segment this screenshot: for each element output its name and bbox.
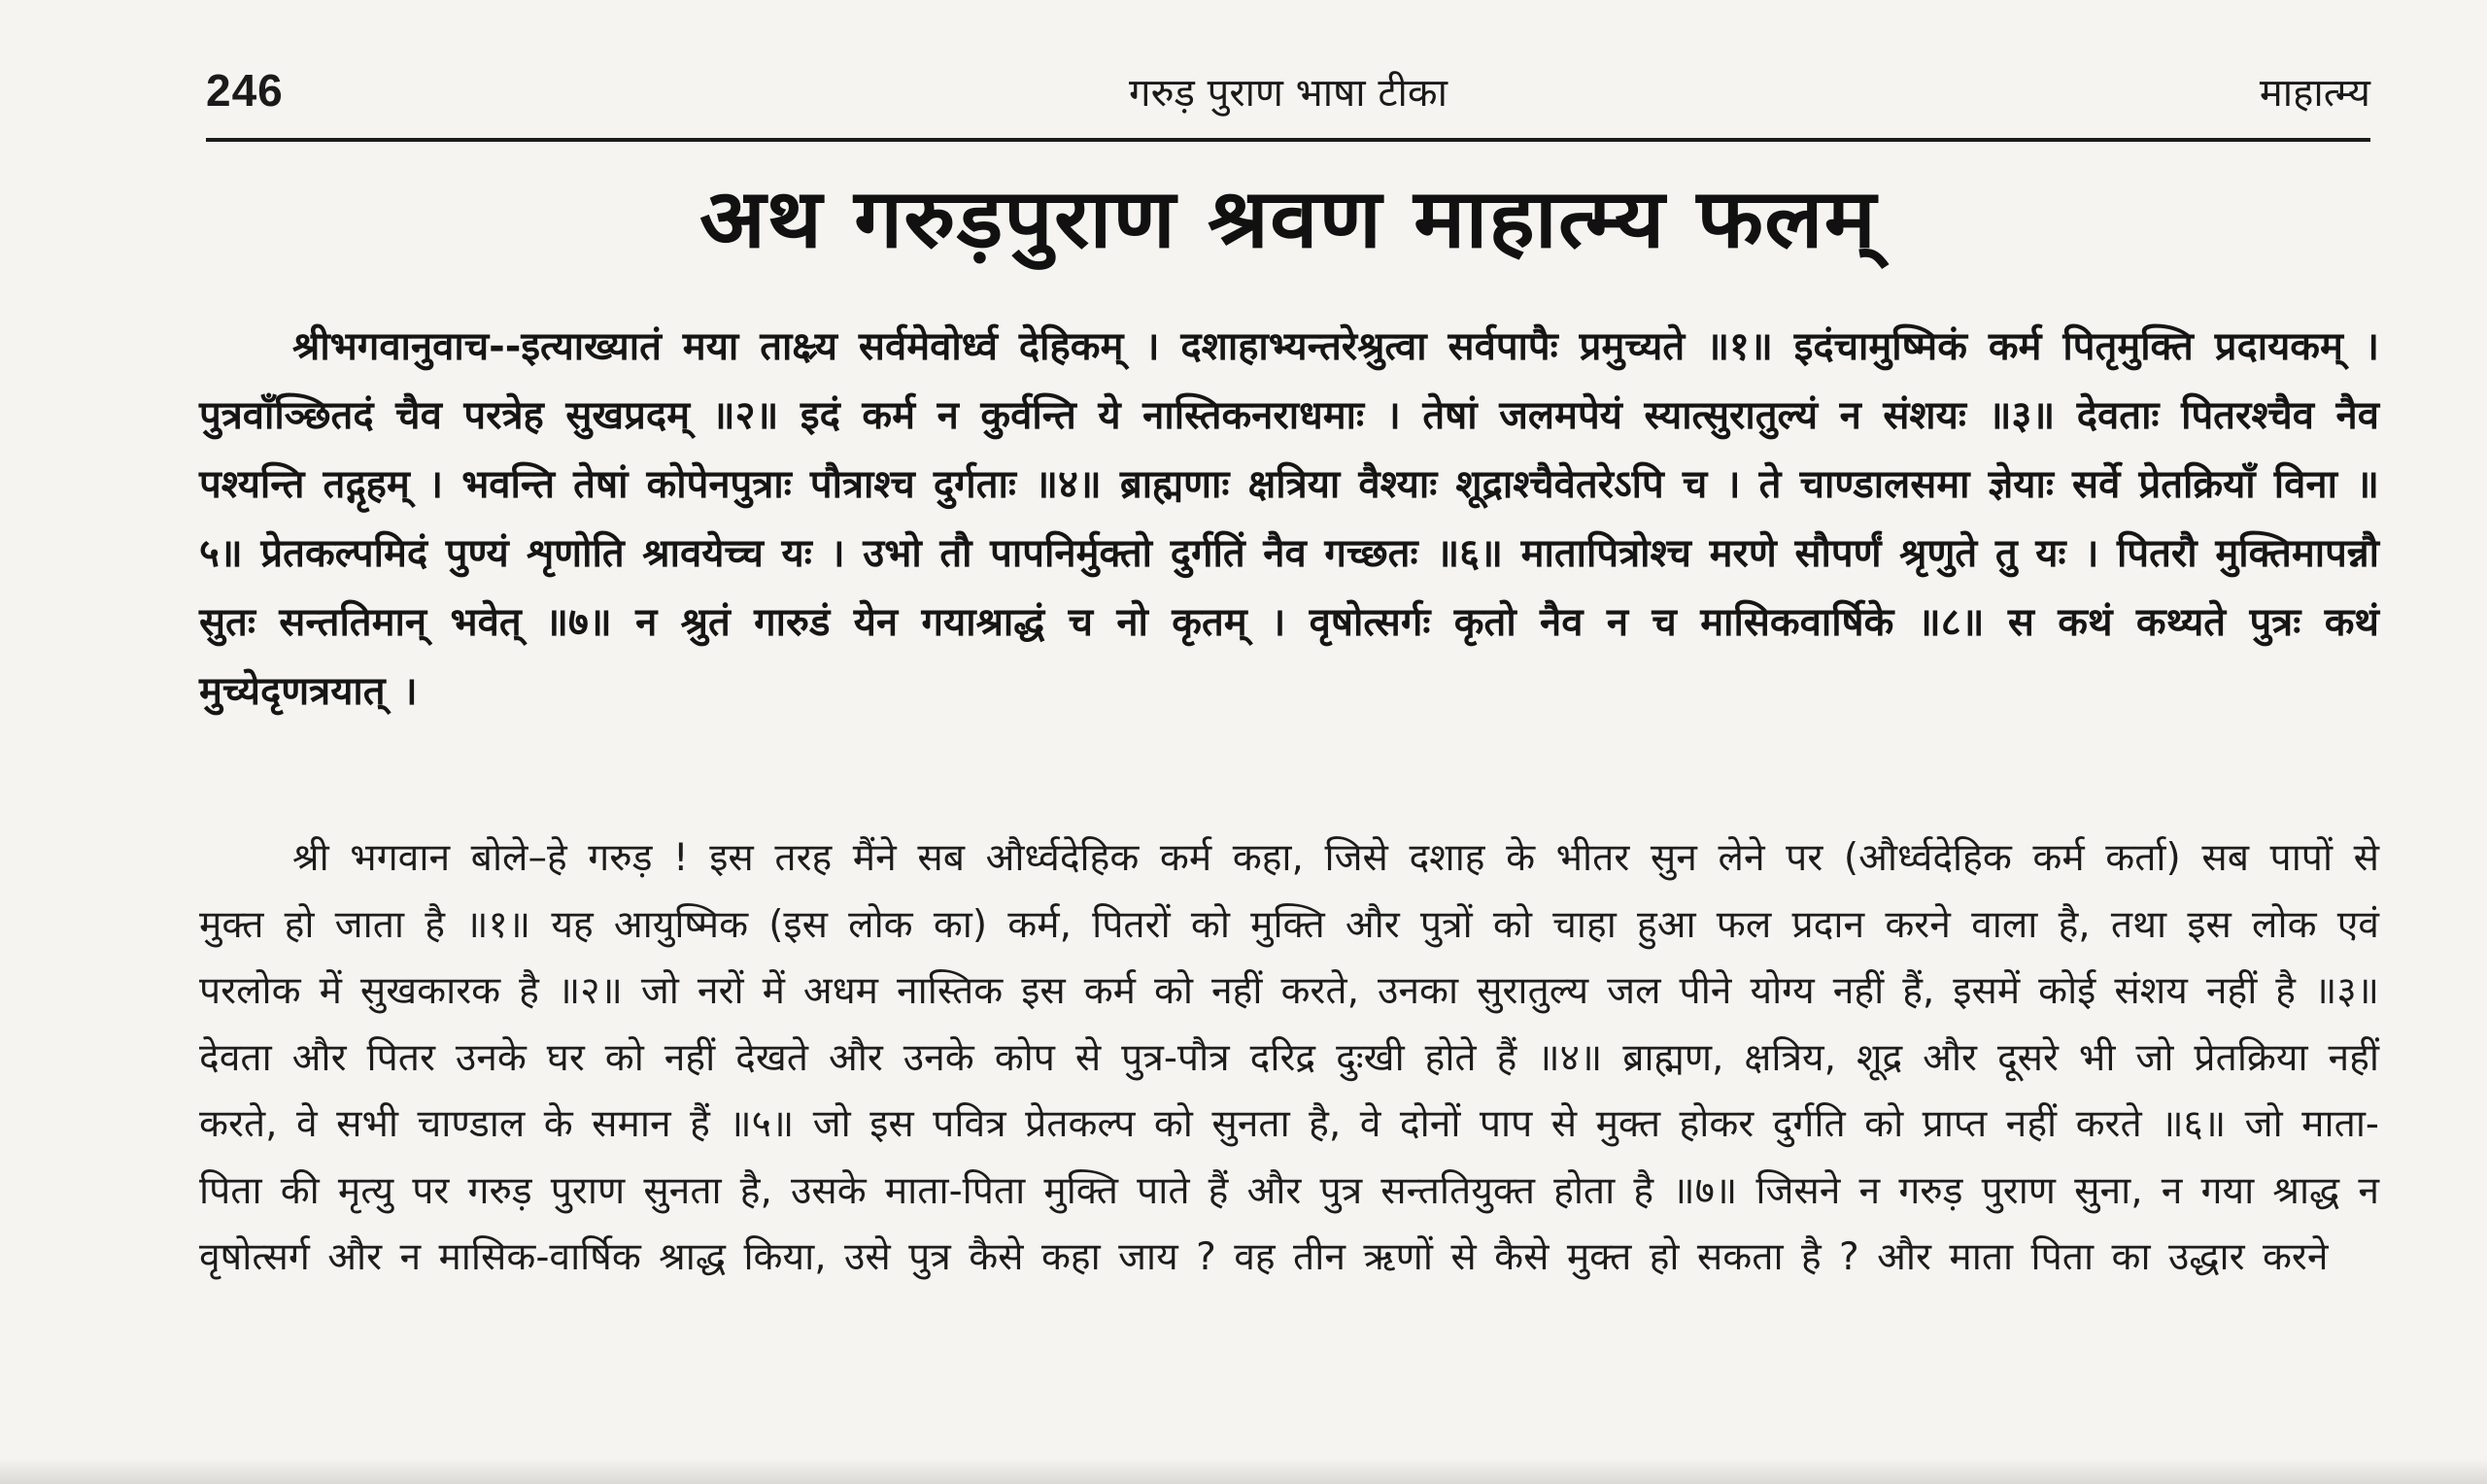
page-bottom-edge	[0, 1459, 2487, 1484]
hindi-translation: श्री भगवान बोले–हे गरुड़ ! इस तरह मैंने सब और्ध्वदेहिक कर्म कहा, जिसे दशाह के भीतर सुन लेने पर (और्ध्वदेहिक कर्म कर्ता) सब पापों से मुक्त हो जाता है ॥१॥ यह आयुष्मिक (इस लोक का) कर्म, पितरों को मुक्ति और पुत्रों को चाहा हुआ फल प्रदान करने वाला है, तथा इस लोक एवं परलोक में सुखकारक है ॥२॥ जो नरों में अधम नास्तिक इस कर्म को नहीं करते, उनका सुरातुल्य जल पीने योग्य नहीं हैं, इसमें कोई संशय नहीं है ॥३॥ देवता और पितर उनके घर को नहीं देखते और उनके कोप से पुत्र-पौत्र दरिद्र दुःखी होते हैं ॥४॥ ब्राह्मण, क्षत्रिय, शूद्र और दूसरे भी जो प्रेतक्रिया नहीं करते, वे सभी चाण्डाल के समान हैं ॥५॥ जो इस पवित्र प्रेतकल्प को सुनता है, वे दोनों पाप से मुक्त होकर दुर्गति को प्राप्त नहीं करते ॥६॥ जो माता-पिता की मृत्यु पर गरुड़ पुराण सुनता है, उसके माता-पिता मुक्ति पाते हैं और पुत्र सन्ततियुक्त होता है ॥७॥ जिसने न गरुड़ पुराण सुना, न गया श्राद्ध न वृषोत्सर्ग और न मासिक-वार्षिक श्राद्ध किया, उसे पुत्र कैसे कहा जाय ? वह तीन ऋणों से कैसे मुक्त हो सकता है ? और माता पिता का उद्धार करने	[199, 836, 2379, 1279]
page-header	[206, 60, 2370, 128]
page-number: 246	[206, 65, 284, 116]
header-rule	[206, 138, 2370, 142]
running-title: गरुड़ पुराण भाषा टीका	[1129, 71, 1448, 116]
sanskrit-verses: श्रीभगवानुवाच--इत्याख्यातं मया ताक्ष्र्य सर्वमेवोर्ध्व देहिकम् । दशाहाभ्यन्तरेश्रुत्वा सर्वपापैः प्रमुच्यते ॥१॥ इदंचामुष्मिकं कर्म पितृमुक्ति प्रदायकम् । पुत्रवाँञ्छितदं चैव परत्रेह सुखप्रदम् ॥२॥ इदं कर्म न कुर्वन्ति ये नास्तिकनराधमाः । तेषां जलमपेयं स्यात्सुरातुल्यं न संशयः ॥३॥ देवताः पितरश्चैव नैव पश्यन्ति तद्गृहम् । भवन्ति तेषां कोपेनपुत्राः पौत्राश्च दुर्गताः ॥४॥ ब्राह्मणाः क्षत्रिया वैश्याः शूद्राश्चैवेतरेऽपि च । ते चाण्डालसमा ज्ञेयाः सर्वे प्रेतक्रियाँ विना ॥५॥ प्रेतकल्पमिदं पुण्यं शृणोति श्रावयेच्च यः । उभो तौ पापनिर्मुक्तो दुर्गतिं नैव गच्छतः ॥६॥ मातापित्रोश्च मरणे सौपर्णं श्रृणुते तु यः । पितरौ मुक्तिमापन्नौ सुतः सन्ततिमान् भवेत् ॥७॥ न श्रुतं गारुडं येन गयाश्राद्धं च नो कृतम् । वृषोत्सर्गः कृतो नैव न च मासिकवार्षिके ॥८॥ स कथं कथ्यते पुत्रः कथं मुच्येदृणत्रयात् ।	[199, 324, 2379, 714]
chapter-title: अथ गरुड़पुराण श्रवण माहात्म्य फलम्	[699, 171, 1877, 266]
section-label: माहात्म्य	[2259, 71, 2370, 116]
